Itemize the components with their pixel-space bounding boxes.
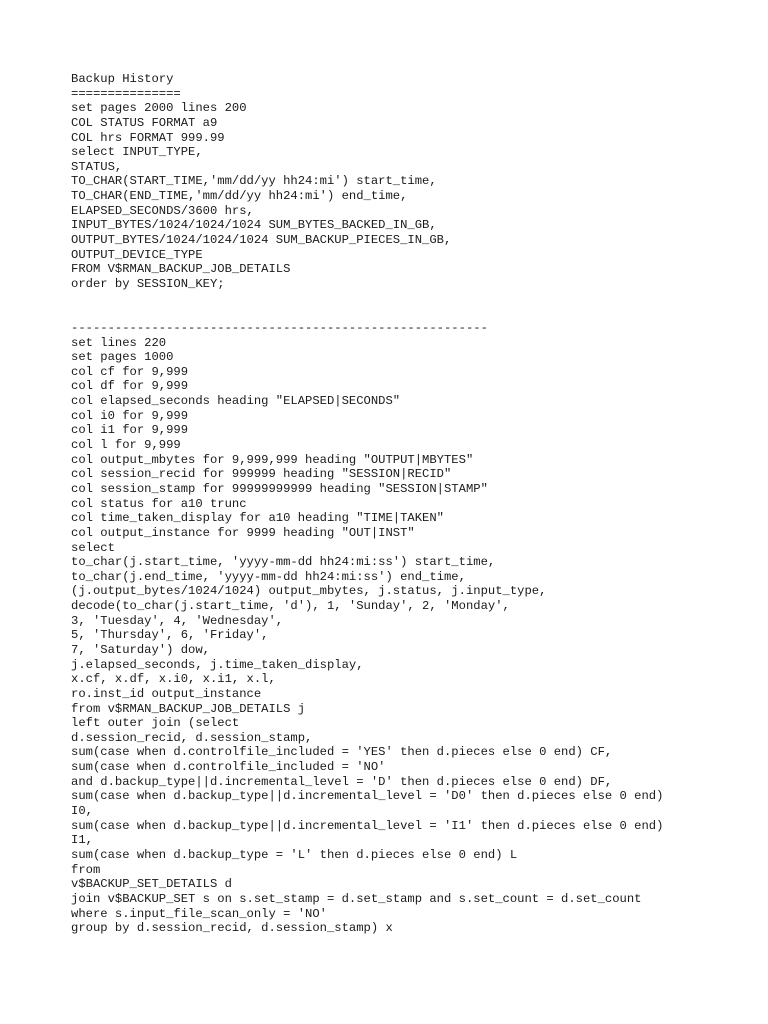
text-line: I1, [71,833,93,848]
text-line: col i0 for 9,999 [71,408,189,423]
text-line: v$BACKUP_SET_DETAILS d [71,877,232,892]
text-line: set lines 220 [71,335,167,350]
text-line: 3, 'Tuesday', 4, 'Wednesday', [71,613,284,628]
text-line: ELAPSED_SECONDS/3600 hrs, [71,203,254,218]
text-line: d.session_recid, d.session_stamp, [71,730,313,745]
text-line: sum(case when d.backup_type||d.incremental_level = 'D0' then d.pieces else 0 end) [71,789,664,804]
text-line: (j.output_bytes/1024/1024) output_mbytes, j.status, j.input_type, [71,584,547,599]
text-line: col i1 for 9,999 [71,423,189,438]
text-line: select INPUT_TYPE, [71,145,203,160]
text-line: col session_recid for 999999 heading "SESSION|RECID" [71,467,452,482]
text-line: OUTPUT_BYTES/1024/1024/1024 SUM_BACKUP_PIECES_IN_GB, [71,233,452,248]
text-line: col output_instance for 9999 heading "OUT|INST" [71,525,415,540]
text-line: col status for a10 trunc [71,496,247,511]
text-line: INPUT_BYTES/1024/1024/1024 SUM_BYTES_BACKED_IN_GB, [71,218,437,233]
text-line [71,306,663,321]
text-line: group by d.session_recid, d.session_stamp) x [71,921,393,936]
text-line: and d.backup_type||d.incremental_level = 'D' then d.pieces else 0 end) DF, [71,774,613,789]
text-line: col elapsed_seconds heading "ELAPSED|SECONDS" [71,394,401,409]
text-line: set pages 1000 [71,350,174,365]
text-line: STATUS, [71,159,123,174]
text-line: sum(case when d.controlfile_included = 'NO' [71,760,386,775]
text-line: col output_mbytes for 9,999,999 heading "OUTPUT|MBYTES" [71,452,474,467]
text-line [71,292,663,307]
text-line: left outer join (select [71,716,240,731]
text-line: 7, 'Saturday') dow, [71,642,210,657]
text-line: sum(case when d.backup_type = 'L' then d.pieces else 0 end) L [71,847,518,862]
text-line: COL STATUS FORMAT a9 [71,115,218,130]
text-line: col session_stamp for 99999999999 heading "SESSION|STAMP" [71,481,488,496]
text-line: j.elapsed_seconds, j.time_taken_display, [71,657,364,672]
text-line: order by SESSION_KEY; [71,276,225,291]
text-line: where s.input_file_scan_only = 'NO' [71,906,327,921]
text-line: col df for 9,999 [71,379,189,394]
text-line: 5, 'Thursday', 6, 'Friday', [71,628,269,643]
text-line: COL hrs FORMAT 999.99 [71,130,225,145]
text-line: --------------------------------------------------------- [71,320,488,335]
text-line: FROM V$RMAN_BACKUP_JOB_DETAILS [71,262,291,277]
text-line: sum(case when d.backup_type||d.incremental_level = 'I1' then d.pieces else 0 end) [71,818,664,833]
text-line: OUTPUT_DEVICE_TYPE [71,247,203,262]
text-line: Backup History [71,72,174,86]
text-line: col l for 9,999 [71,438,181,453]
sql-script-text [71,72,663,936]
text-line: from [71,862,101,877]
text-line: x.cf, x.df, x.i0, x.i1, x.l, [71,672,276,687]
text-line: set pages 2000 lines 200 [71,101,247,116]
text-line: to_char(j.start_time, 'yyyy-mm-dd hh24:mi:ss') start_time, [71,555,496,570]
text-line: decode(to_char(j.start_time, 'd'), 1, 'Sunday', 2, 'Monday', [71,599,510,614]
text-line: select [71,540,115,555]
text-line: col time_taken_display for a10 heading "TIME|TAKEN" [71,511,444,526]
text-line: join v$BACKUP_SET s on s.set_stamp = d.set_stamp and s.set_count = d.set_count [71,891,642,906]
text-line: TO_CHAR(END_TIME,'mm/dd/yy hh24:mi') end_time, [71,189,408,204]
text-line: to_char(j.end_time, 'yyyy-mm-dd hh24:mi:ss') end_time, [71,569,466,584]
text-line: =============== [71,86,181,101]
text-line: sum(case when d.controlfile_included = 'YES' then d.pieces else 0 end) CF, [71,745,613,760]
text-line: I0, [71,804,93,819]
text-line: ro.inst_id output_instance [71,686,262,701]
text-line: from v$RMAN_BACKUP_JOB_DETAILS j [71,701,306,716]
text-line: TO_CHAR(START_TIME,'mm/dd/yy hh24:mi') start_time, [71,174,437,189]
text-line: col cf for 9,999 [71,364,189,379]
